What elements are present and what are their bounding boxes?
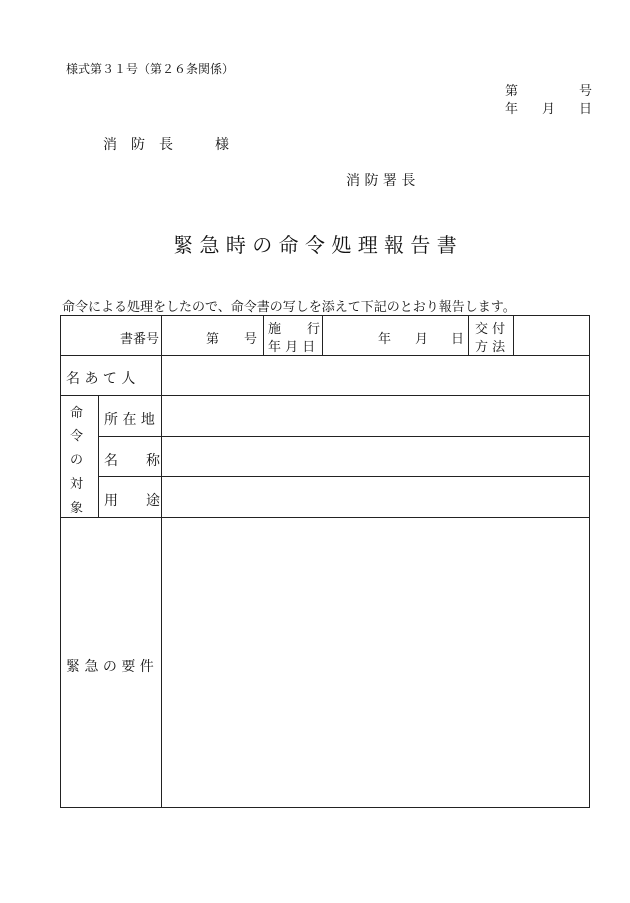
page-title: 緊 急 時 の 命 令 処 理 報 告 書 — [173, 233, 457, 257]
effective-date-label-line1: 施 行 — [268, 322, 321, 337]
emergency-requirement-label: 緊 急 の 要 件 — [66, 659, 154, 675]
recipient-label: 名 あ て 人 — [66, 371, 136, 387]
location-label: 所 在 地 — [104, 412, 155, 428]
date-day: 日 — [579, 102, 593, 117]
effective-year: 年 — [378, 332, 392, 347]
target-group-char-5: 象 — [70, 501, 84, 516]
intro-text: 命令による処理をしたので、命令書の写しを添えて下記のとおり報告します。 — [62, 300, 516, 315]
name-field[interactable] — [162, 437, 589, 476]
effective-month: 月 — [415, 332, 429, 347]
doc-number-suffix: 号 — [579, 84, 593, 99]
usage-field[interactable] — [162, 477, 589, 517]
col-line-delivery-left — [468, 315, 469, 356]
document-date — [505, 98, 595, 117]
recipient-field[interactable] — [162, 356, 589, 395]
form-number: 様式第３１号（第２６条関係） — [66, 62, 235, 76]
document-number — [505, 80, 595, 99]
doc-number-label: 書番号 — [120, 332, 160, 347]
doc-number-go: 号 — [244, 332, 258, 347]
doc-number-prefix: 第 — [505, 84, 519, 99]
effective-date-label-line2: 年 月 日 — [268, 340, 316, 355]
name-label: 名 称 — [104, 453, 160, 469]
target-group-char-3: の — [70, 453, 84, 468]
table-border-bottom — [60, 807, 590, 808]
doc-number-dai: 第 — [206, 332, 220, 347]
table-border-top — [60, 315, 590, 316]
location-field[interactable] — [162, 396, 589, 436]
col-line-effective-left — [263, 315, 264, 356]
col-line-effective-right — [322, 315, 323, 356]
emergency-requirement-field[interactable] — [162, 518, 589, 807]
target-group-char-2: 令 — [70, 429, 84, 444]
col-line-delivery-right — [513, 315, 514, 356]
effective-day: 日 — [451, 332, 465, 347]
date-month: 月 — [542, 102, 556, 117]
addressee: 消 防 長 様 — [103, 137, 229, 153]
target-group-char-1: 命 — [70, 406, 84, 421]
delivery-method-label-line1: 交 付 — [475, 322, 506, 337]
table-border-right — [589, 315, 590, 808]
date-year: 年 — [505, 102, 519, 117]
sender: 消 防 署 長 — [346, 173, 416, 189]
usage-label: 用 途 — [104, 493, 160, 509]
col-line-target-group — [98, 395, 99, 518]
delivery-method-label-line2: 方 法 — [475, 340, 506, 355]
target-group-char-4: 対 — [70, 477, 84, 492]
table-border-left — [60, 315, 61, 808]
